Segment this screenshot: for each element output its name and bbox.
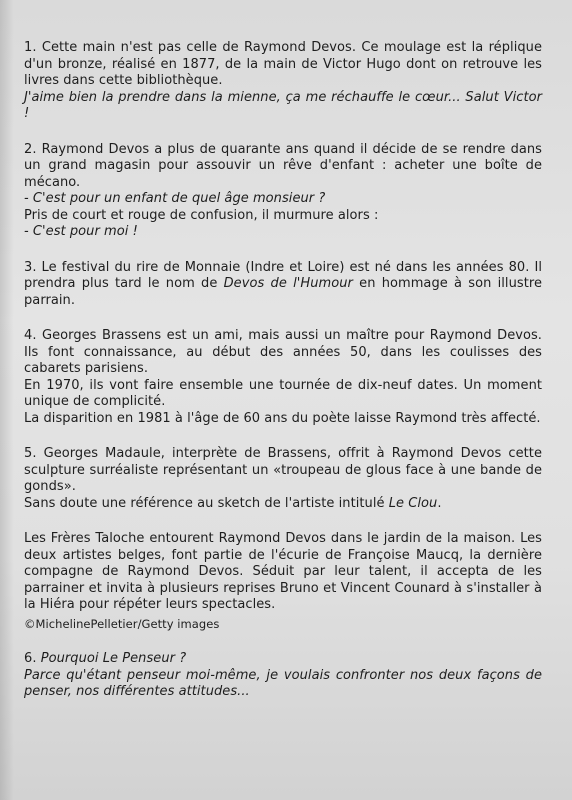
paragraph-2-text-2: Pris de court et rouge de confusion, il murmure alors : <box>24 207 379 223</box>
paragraph-1-quote: J'aime bien la prendre dans la mienne, ça me réchauffe le cœur... Salut Victor ! <box>24 89 542 121</box>
paragraph-1-text: 1. Cette main n'est pas celle de Raymond Devos. Ce moulage est la réplique d'un bronze, réalisé en 1877, de la main de Victor Hugo dont on retrouve les livres dans cette bibliothèque. <box>24 40 542 88</box>
paragraph-5-text-2: Sans doute une référence au sketch de l'artiste intitulé <box>24 495 385 511</box>
paragraph-taloche <box>24 531 542 632</box>
paragraph-6-answer: Parce qu'étant penseur moi-même, je voulais confronter nos deux façons de penser, nos différentes attitudes... <box>24 667 542 699</box>
paragraph-2-quote-2: - C'est pour moi ! <box>24 224 138 239</box>
paragraph-3-text-end: en hommage à son illustre parrain. <box>24 276 543 308</box>
photo-credit: ©MichelinePelletier/Getty images <box>24 616 220 631</box>
paragraph-3-text: 3. Le festival du rire de Monnaie (Indre et Loire) est né dans les années 80. Il prendra plus tard le nom de <box>24 259 542 291</box>
paragraph-6-number: 6. <box>24 651 37 666</box>
paragraph-5-text-1: 5. Georges Madaule, interprète de Brassens, offrit à Raymond Devos cette sculpture surréaliste représentant un «troupeau de glous face à une bande de gonds». <box>24 446 542 494</box>
paragraph-2-text: 2. Raymond Devos a plus de quarante ans quand il décide de se rendre dans un grand magasin pour assouvir un rêve d'enfant : acheter une boîte de mécano. <box>24 141 542 190</box>
paragraph-1 <box>24 40 542 123</box>
paragraph-3-festival-name: Devos de l'Humour <box>223 276 353 291</box>
paragraph-4-text-2: En 1970, ils vont faire ensemble une tournée de dix-neuf dates. Un moment unique de complicité. <box>24 377 542 409</box>
paragraph-5-sketch-title: Le Clou <box>388 495 438 511</box>
paragraph-4 <box>24 328 542 427</box>
paragraph-3 <box>24 260 542 310</box>
paragraph-4-text-3: La disparition en 1981 à l'âge de 60 ans du poète laisse Raymond très affecté. <box>24 410 541 426</box>
paragraph-4-text-1: 4. Georges Brassens est un ami, mais aussi un maître pour Raymond Devos. Ils font connaissance, au début des années 50, dans les coulisses des cabarets parisiens. <box>24 328 542 376</box>
paragraph-6-question: Pourquoi Le Penseur ? <box>40 651 187 666</box>
paragraph-5 <box>24 446 542 512</box>
paragraph-6 <box>24 651 542 701</box>
paragraph-5-period: . <box>437 495 442 511</box>
paragraph-2 <box>24 142 542 241</box>
paragraph-2-quote-1: - C'est pour un enfant de quel âge monsieur ? <box>24 191 326 206</box>
paragraph-taloche-text: Les Frères Taloche entourent Raymond Devos dans le jardin de la maison. Les deux artistes belges, font partie de l'écurie de Françoise Maucq, la dernière compagne de Raymond Devos. Séduit par leur talent, il accepta de les parrainer et invita à plusieurs reprises Bruno et Vincent Counard à s'installer à la Hiéra pour répéter leurs spectacles. <box>24 531 542 612</box>
